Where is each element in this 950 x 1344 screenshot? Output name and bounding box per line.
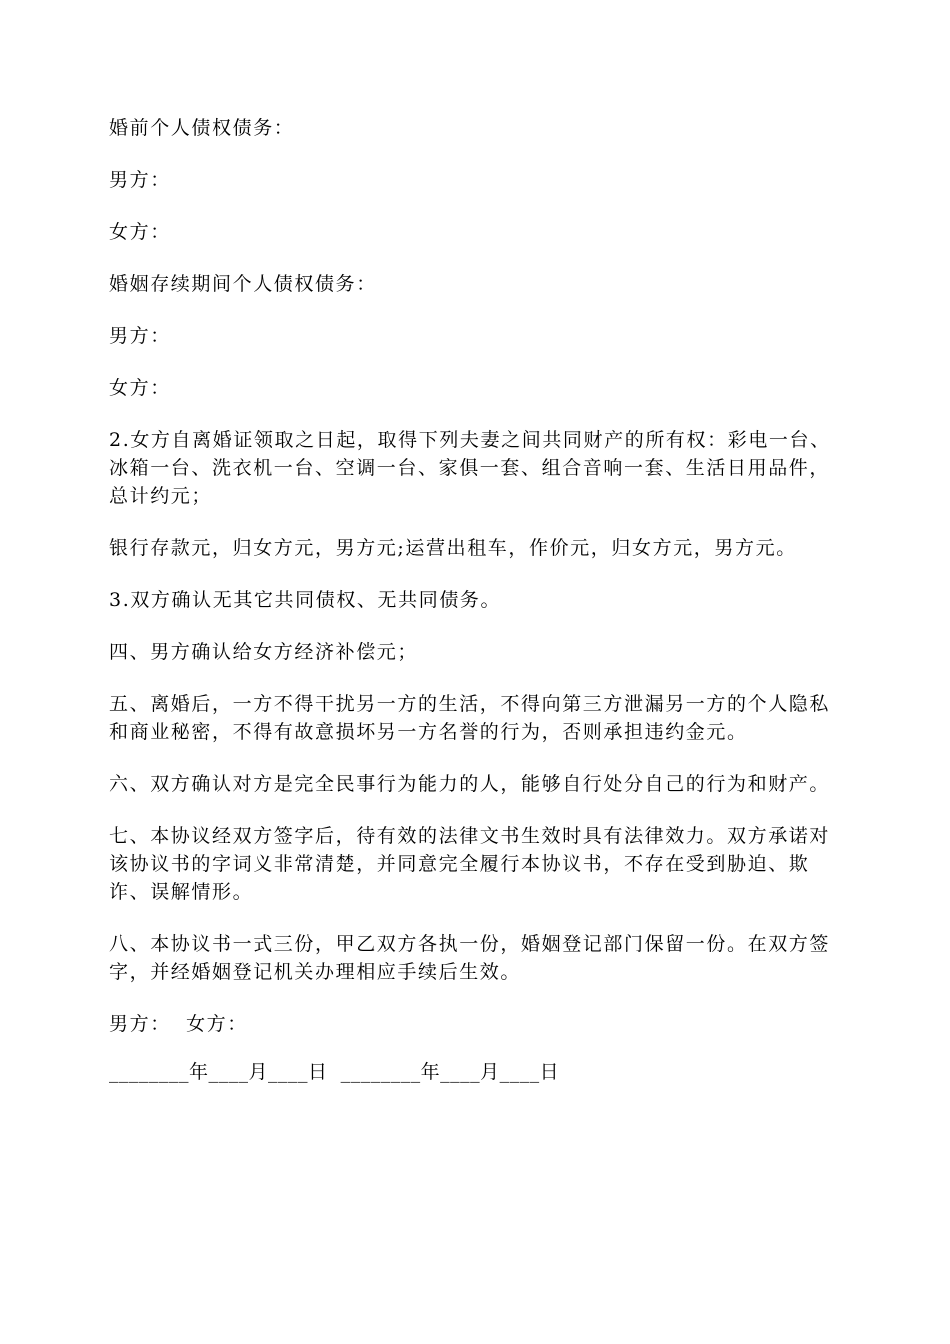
date-line: ________年____月____日 ________年____月____日 [109, 1061, 560, 1083]
paragraph-male-party: 男方： [109, 169, 171, 191]
paragraph-female-party: 女方： [109, 221, 171, 243]
paragraph-clause-7-effect: 七、本协议经双方签字后，待有效的法律文书生效时具有法律效力。双方承诺对该协议书的字词义非常清楚，并同意完全履行本协议书，不存在受到胁迫、欺诈、误解情形。 [109, 825, 831, 903]
paragraph-female-party-2: 女方： [109, 377, 171, 399]
paragraph-clause-8-copies: 八、本协议书一式三份，甲乙双方各执一份，婚姻登记部门保留一份。在双方签字，并经婚姻登记机关办理相应手续后生效。 [109, 933, 831, 983]
paragraph-clause-4-compensation: 四、男方确认给女方经济补偿元； [109, 641, 419, 663]
paragraph-clause-5-privacy: 五、离婚后，一方不得干扰另一方的生活，不得向第三方泄漏另一方的个人隐私和商业秘密，不得有故意损坏另一方名誉的行为，否则承担违约金元。 [109, 693, 831, 743]
paragraph-premarital-debts-heading: 婚前个人债权债务： [109, 117, 295, 139]
paragraph-marital-debts-heading: 婚姻存续期间个人债权债务： [109, 273, 377, 295]
document-body [109, 114, 845, 1105]
paragraph-clause-2-property: 2.女方自离婚证领取之日起，取得下列夫妻之间共同财产的所有权：彩电一台、冰箱一台、洗衣机一台、空调一台、家俱一套、组合音响一套、生活日用品件，总计约元； [109, 429, 831, 507]
paragraph-clause-3-no-debts: 3.双方确认无其它共同债权、无共同债务。 [109, 589, 502, 611]
paragraph-bank-deposit: 银行存款元，归女方元，男方元;运营出租车，作价元，归女方元，男方元。 [109, 537, 797, 559]
paragraph-clause-6-capacity: 六、双方确认对方是完全民事行为能力的人，能够自行处分自己的行为和财产。 [109, 773, 831, 795]
signature-line: 男方： 女方： [109, 1013, 248, 1035]
paragraph-male-party-2: 男方： [109, 325, 171, 347]
